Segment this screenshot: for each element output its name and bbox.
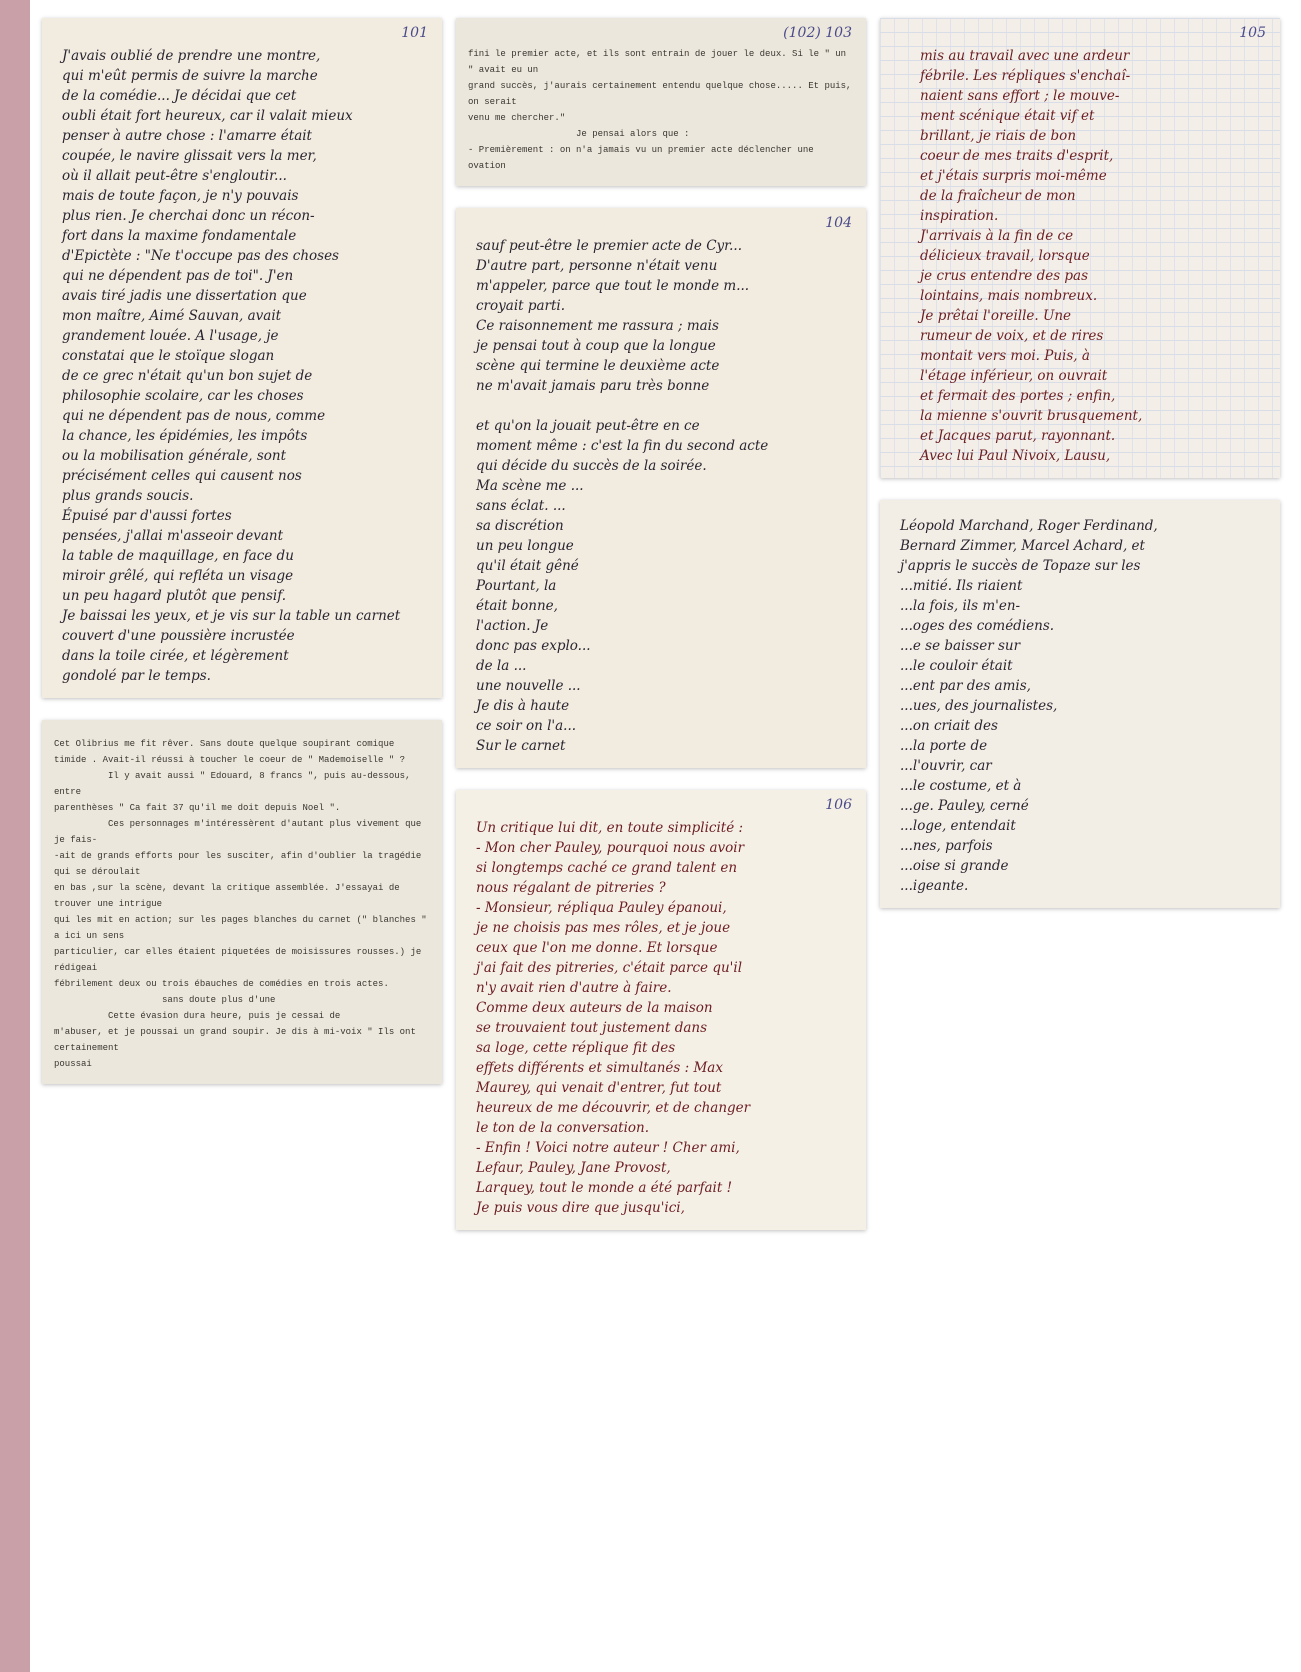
page-text: Léopold Marchand, Roger Ferdinand, Bernard Zimmer, Marcel Achard, et j'appris le succès de Topaze sur les ...mitié. Ils riaient ...la fois, ils m'en- ...oges des comédiens. ...e se baisser sur ...le couloir était ...ent par des amis, ...ues, des journalistes, ...on criait des ...la porte de ...l'ouvrir, car ...le costume, et à ...ge. Pauley, cerné ...loge, entendait ...nes, parfois ...oise si grande ...igeante. <box>900 518 1158 894</box>
page-text: mis au travail avec une ardeur fébrile. Les répliques s'enchaî- naient sans effort ; le mouve- ment scénique était vif et brillant, je riais de bon coeur de mes traits d'esprit, et j'étais surpris moi-même de la fraîcheur de mon inspiration. J'arrivais à la fin de ce délicieux travail, lorsque je crus entendre des pas lointains, mais nombreux. Je prêtai l'oreille. Une rumeur de voix, et de rires montait vers moi. Puis, à l'étage inférieur, on ouvrait et fermait des portes ; enfin, la mienne s'ouvrit brusquement, et Jacques parut, rayonnant. Avec lui Paul Nivoix, Lausu, <box>920 48 1143 464</box>
page-number: 104 <box>825 215 852 231</box>
typed-page-103 <box>456 18 866 186</box>
page-text: J'avais oublié de prendre une montre, qui m'eût permis de suivre la marche de la comédie... Je décidai que cet oubli était fort heureux, car il valait mieux penser à autre chose : l'amarre était coupée, le navire glissait vers la mer, où il allait peut-être s'engloutir... mais de toute façon, je n'y pouvais plus rien. Je cherchai donc un récon- fort dans la maxime fondamentale d'Epictète : "Ne t'occupe pas des choses qui ne dépendent pas de toi". J'en avais tiré jadis une dissertation que mon maître, Aimé Sauvan, avait grandement louée. A l'usage, je constatai que le stoïque slogan de ce grec n'était qu'un bon sujet de philosophie scolaire, car les choses qui ne dépendent pas de nous, comme la chance, les épidémies, les impôts ou la mobilisation générale, sont précisément celles qui causent nos plus grands soucis. Épuisé par d'aussi fortes pensées, j'allai m'asseoir devant la table de maquillage, en face du miroir grêlé, qui refléta un visage un peu hagard plutôt que pensif. Je baissai les yeux, et je vis sur la table un carnet couvert d'une poussière incrustée dans la toile cirée, et légèrement gondolé par le temps. <box>62 48 401 684</box>
page-number <box>42 720 442 732</box>
page-number <box>880 500 1280 512</box>
typed-page-olibrius <box>42 720 442 1084</box>
manuscript-page-104 <box>456 208 866 768</box>
page-text: fini le premier acte, et ils sont entrain de jouer le deux. Si le " un " avait eu un grand succès, j'aurais certainement entendu quelque chose..... Et puis, on serait venu me chercher." Je pensai alors que : - Premièrement : on n'a jamais vu un premier acte déclencher une ovation <box>468 49 852 171</box>
manuscript-page-106 <box>456 790 866 1230</box>
manuscript-page-continuation <box>880 500 1280 908</box>
manuscript-page-101 <box>42 18 442 698</box>
page-text: sauf peut-être le premier acte de Cyr... D'autre part, personne n'était venu m'appeler, parce que tout le monde m... croyait parti. Ce raisonnement me rassura ; mais je pensai tout à coup que la longue scène qui termine le deuxième acte ne m'avait jamais paru très bonne et qu'on la jouait peut-être en ce moment même : c'est la fin du second acte qui décide du succès de la soirée. Ma scène me ... sans éclat. ... sa discrétion un peu longue qu'il était gêné Pourtant, la était bonne, l'action. Je donc pas explo... de la ... une nouvelle ... Je dis à haute ce soir on l'a... Sur le carnet <box>476 238 769 754</box>
manuscript-page-105 <box>880 18 1280 478</box>
column-middle <box>456 18 866 1230</box>
column-left <box>42 18 442 1084</box>
page-number: 101 <box>401 25 428 41</box>
page-text: Cet Olibrius me fit rêver. Sans doute quelque soupirant comique timide . Avait-il réussi à toucher le coeur de " Mademoiselle " ? Il y avait aussi " Edouard, 8 francs ", puis au-dessous, entre parenthèses " Ca fait 37 qu'il me doit depuis Noel ". Ces personnages m'intéressèrent d'autant plus vivement que je fais- -ait de grands efforts pour les susciter, afin d'oublier la tragédie qui se déroulait en bas ,sur la scène, devant la critique assemblée. J'essayai de trouver une intrigue qui les mit en action; sur les pages blanches du carnet (" blanches " a ici un sens particulier, car elles étaient piquetées de moisissures rousses.) je rédigeai fébrilement deux ou trois ébauches de comédies en trois actes. sans doute plus d'une Cette évasion dura heure, puis je cessai de m'abuser, et je poussai un grand soupir. Je dis à mi-voix " Ils ont certainement poussai <box>54 739 427 1069</box>
side-band <box>0 0 30 1672</box>
page-number: 105 <box>1239 25 1266 41</box>
column-right <box>880 18 1280 908</box>
page-number: (102) 103 <box>783 25 852 41</box>
page-text: Un critique lui dit, en toute simplicité : - Mon cher Pauley, pourquoi nous avoir si longtemps caché ce grand talent en nous régalant de pitreries ? - Monsieur, répliqua Pauley épanoui, je ne choisis pas mes rôles, et je joue ceux que l'on me donne. Et lorsque j'ai fait des pitreries, c'était parce qu'il n'y avait rien d'autre à faire. Comme deux auteurs de la maison se trouvaient tout justement dans sa loge, cette réplique fit des effets différents et simultanés : Max Maurey, qui venait d'entrer, fut tout heureux de me découvrir, et de changer le ton de la conversation. - Enfin ! Voici notre auteur ! Cher ami, Lefaur, Pauley, Jane Provost, Larquey, tout le monde a été parfait ! Je puis vous dire que jusqu'ici, <box>476 820 751 1216</box>
pages-area <box>42 18 1291 1230</box>
page-number: 106 <box>825 797 852 813</box>
